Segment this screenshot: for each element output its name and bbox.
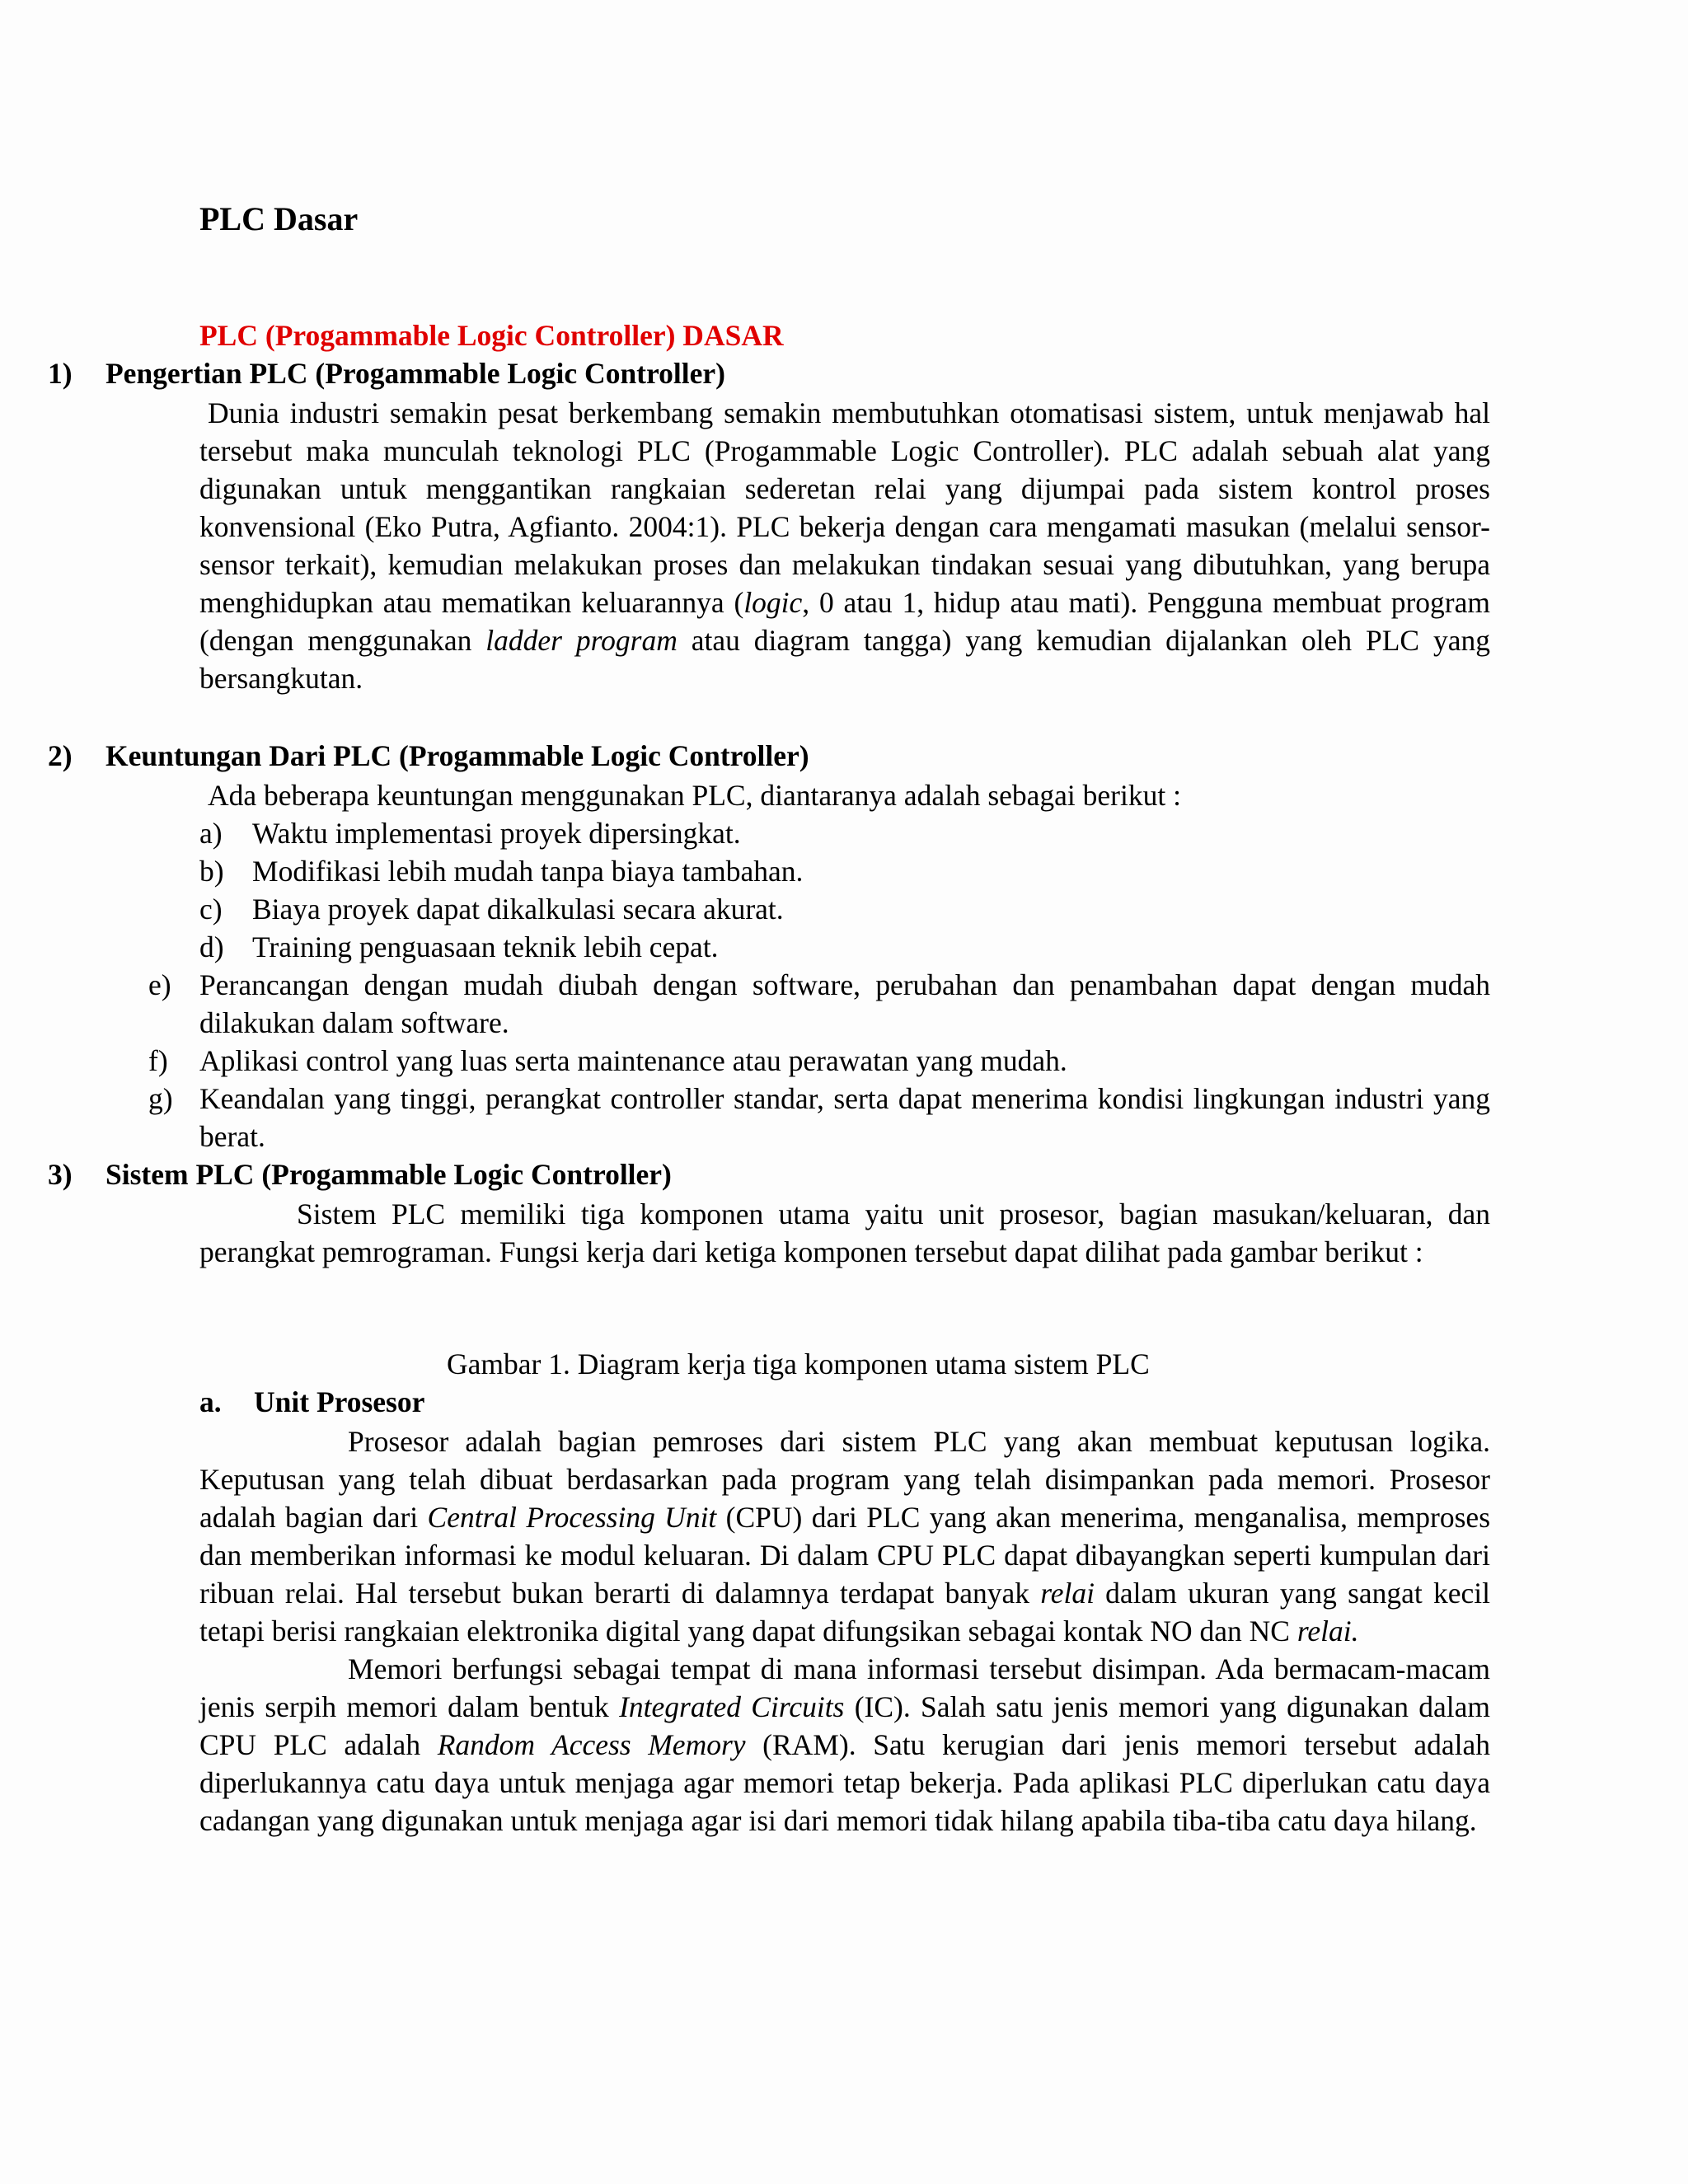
list-text: Waktu implementasi proyek dipersingkat. (252, 817, 741, 850)
list-label: g) (148, 1082, 173, 1115)
paragraph: Ada beberapa keuntungan menggunakan PLC, diantaranya adalah sebagai berikut : (208, 779, 1181, 812)
list-label: b) (199, 855, 224, 888)
list-item (199, 928, 803, 966)
paragraph (199, 394, 1490, 697)
section-heading-text: Keuntungan Dari PLC (Progammable Logic Controller) (106, 739, 809, 772)
processor-body (199, 1422, 1490, 1840)
list-text: Modifikasi lebih mudah tanpa biaya tambahan. (252, 855, 804, 888)
section-heading-1 (48, 356, 725, 391)
paragraph: Sistem PLC memiliki tiga komponen utama yaitu unit prosesor, bagian masukan/keluaran, dan perangkat pemrograman. Fungsi kerja dari ketiga komponen tersebut dapat dilihat pada gambar berikut : (199, 1197, 1490, 1268)
text-run: (IC). Salah satu jenis memori yang digunakan dalam CPU PLC adalah (199, 1690, 1490, 1761)
list-label: c) (199, 893, 223, 926)
list-item (199, 852, 803, 890)
document-subtitle: PLC (Progammable Logic Controller) DASAR (199, 319, 784, 352)
text-run: atau diagram tangga) yang kemudian dijalankan oleh PLC yang bersangkutan. (199, 624, 1490, 695)
list-item (199, 814, 803, 852)
italic-term: Central Processing Unit (427, 1501, 717, 1534)
page-title: PLC Dasar (199, 200, 359, 237)
list-label: d) (199, 930, 224, 963)
section-3-intro (199, 1195, 1490, 1271)
text-run: Prosesor adalah bagian pemroses dari sistem PLC yang akan membuat keputusan logika. Keputusan yang telah dibuat berdasarkan pada program yang telah disimpankan pada memori. Prosesor adalah bagian dari (199, 1425, 1490, 1534)
italic-term: logic (743, 586, 803, 619)
section-number: 2) (48, 739, 73, 772)
italic-term: relai (1040, 1577, 1095, 1610)
section-heading-3 (48, 1157, 672, 1192)
advantages-list-e (148, 966, 1490, 1155)
list-label: e) (148, 968, 171, 1001)
list-text: Perancangan dengan mudah diubah dengan software, perubahan dan penambahan dapat dengan mudah dilakukan dalam software. (199, 968, 1490, 1039)
section-1-body (199, 394, 1490, 697)
list-text: Training penguasaan teknik lebih cepat. (252, 930, 719, 963)
list-label: a) (199, 817, 223, 850)
list-text: Keandalan yang tinggi, perangkat controller standar, serta dapat menerima kondisi lingkungan industri yang berat. (199, 1082, 1490, 1153)
paragraph (199, 1650, 1490, 1840)
italic-term: ladder program (485, 624, 678, 657)
section-heading-text: Pengertian PLC (Progammable Logic Controller) (106, 357, 725, 390)
list-item (148, 1080, 1490, 1155)
list-label: f) (148, 1044, 168, 1077)
list-text: Aplikasi control yang luas serta maintenance atau perawatan yang mudah. (199, 1044, 1067, 1077)
section-2-intro (199, 776, 1490, 814)
section-heading-2 (48, 738, 809, 773)
subsection-heading-text: Unit Prosesor (254, 1385, 425, 1418)
list-item (199, 890, 803, 928)
italic-term: Integrated Circuits (619, 1690, 845, 1723)
text-run: Dunia industri semakin pesat berkembang semakin membutuhkan otomatisasi sistem, untuk menjawab hal tersebut maka munculah teknologi PLC (Progammable Logic Controller). PLC adalah sebuah alat yang digunakan untuk menggantikan rangkaian sederetan relai yang dijumpai pada sistem kontrol proses konvensional (Eko Putra, Agfianto. 2004:1). PLC bekerja dengan cara mengamati masukan (melalui sensor-sensor terkait), kemudian melakukan proses dan melakukan tindakan sesuai yang dibutuhkan, yang berupa menghidupkan atau mematikan keluarannya ( (199, 396, 1490, 619)
list-item (148, 1042, 1490, 1080)
paragraph (199, 1422, 1490, 1650)
subsection-label: a. (199, 1385, 222, 1418)
section-number: 3) (48, 1158, 73, 1191)
advantages-list-a (199, 814, 803, 966)
section-number: 1) (48, 357, 73, 390)
figure-caption: Gambar 1. Diagram kerja tiga komponen utama sistem PLC (447, 1347, 1150, 1380)
text-run: Memori berfungsi sebagai tempat di mana informasi tersebut disimpan. Ada bermacam-macam jenis serpih memori dalam bentuk (199, 1652, 1490, 1723)
italic-term: Random Access Memory (437, 1728, 746, 1761)
section-heading-text: Sistem PLC (Progammable Logic Controller) (106, 1158, 672, 1191)
subsection-heading (199, 1385, 424, 1419)
text-run: , 0 atau 1, hidup atau mati). Pengguna membuat program (dengan menggunakan (199, 586, 1490, 657)
text-run: dalam ukuran yang sangat kecil tetapi berisi rangkaian elektronika digital yang dapat difungsikan sebagai kontak NO dan NC (199, 1577, 1490, 1647)
text-run: (RAM). Satu kerugian dari jenis memori tersebut adalah diperlukannya catu daya untuk menjaga agar memori tetap bekerja. Pada aplikasi PLC diperlukan catu daya cadangan yang digunakan untuk menjaga agar isi dari memori tidak hilang apabila tiba-tiba catu daya hilang. (199, 1728, 1490, 1837)
text-run: (CPU) dari PLC yang akan menerima, menganalisa, memproses dan memberikan informasi ke modul keluaran. Di dalam CPU PLC dapat dibayangkan seperti kumpulan dari ribuan relai. Hal tersebut bukan berarti di dalamnya terdapat banyak (199, 1501, 1491, 1610)
list-item (148, 966, 1490, 1042)
italic-term: relai. (1296, 1615, 1359, 1647)
list-text: Biaya proyek dapat dikalkulasi secara akurat. (252, 893, 784, 926)
